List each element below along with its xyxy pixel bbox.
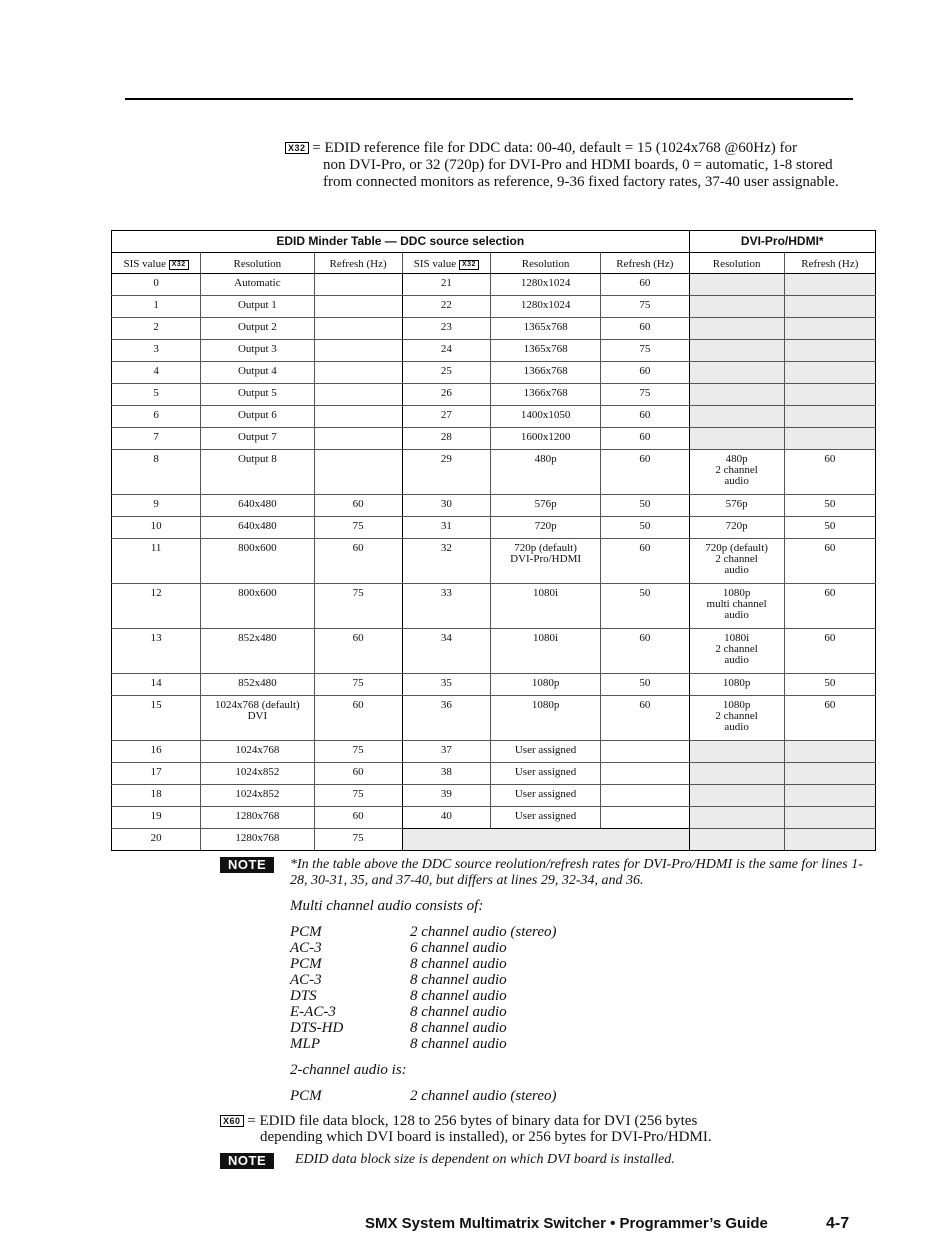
table-row <box>112 406 876 428</box>
table-row <box>112 450 876 495</box>
dvi-resolution-cell: 1080p multi channel audio <box>689 584 784 629</box>
refresh-cell <box>314 340 402 362</box>
resolution-cell: 1600x1200 <box>490 428 600 450</box>
audio-description: 2 channel audio (stereo) <box>410 1088 557 1104</box>
sis-value-cell: 11 <box>112 539 201 584</box>
resolution-cell: 480p <box>490 450 600 495</box>
refresh-cell <box>314 296 402 318</box>
dvi-refresh-cell <box>784 384 875 406</box>
dvi-refresh-cell <box>784 807 875 829</box>
resolution-cell: 852x480 <box>201 674 314 696</box>
sis-value-cell: 34 <box>402 629 490 674</box>
resolution-cell: 1024x852 <box>201 785 314 807</box>
table-row <box>112 318 876 340</box>
resolution-cell: 800x600 <box>201 584 314 629</box>
dvi-refresh-cell: 60 <box>784 584 875 629</box>
resolution-cell: Output 3 <box>201 340 314 362</box>
sis-value-cell: 14 <box>112 674 201 696</box>
dvi-resolution-cell: 1080p 2 channel audio <box>689 696 784 741</box>
refresh-cell: 60 <box>601 318 689 340</box>
x32-definition-lead: = EDID reference file for DDC data: 00-40, default = 15 (1024x768 @60Hz) for <box>312 140 798 156</box>
dvi-resolution-cell: 720p <box>689 517 784 539</box>
list-item <box>290 940 850 956</box>
note-badge: NOTE <box>220 1153 274 1169</box>
sis-value-cell: 33 <box>402 584 490 629</box>
footer-title: SMX System Multimatrix Switcher • Programmer’s Guide <box>365 1215 768 1232</box>
x60-definition-lead: = EDID file data block, 128 to 256 bytes of binary data for DVI (256 bytes <box>247 1113 698 1129</box>
refresh-cell: 75 <box>601 384 689 406</box>
list-item <box>290 1088 850 1104</box>
table-row <box>112 517 876 539</box>
audio-format: MLP <box>290 1036 320 1052</box>
dvi-refresh-cell <box>784 428 875 450</box>
refresh-cell: 75 <box>314 785 402 807</box>
dvi-resolution-cell: 576p <box>689 495 784 517</box>
two-channel-heading: 2-channel audio is: <box>290 1062 407 1078</box>
resolution-cell: 1280x1024 <box>490 274 600 296</box>
x60-variable-tag: X60 <box>220 1115 244 1127</box>
audio-format: DTS-HD <box>290 1020 344 1036</box>
resolution-cell: Output 7 <box>201 428 314 450</box>
refresh-cell: 60 <box>601 406 689 428</box>
audio-format: PCM <box>290 956 322 972</box>
header-rule <box>125 98 853 100</box>
edid-table-body <box>112 274 876 851</box>
resolution-cell: User assigned <box>490 807 600 829</box>
dvi-resolution-cell: 1080p <box>689 674 784 696</box>
refresh-cell: 60 <box>601 539 689 584</box>
note-text: EDID data block size is dependent on which DVI board is installed. <box>295 1152 675 1167</box>
refresh-cell <box>601 785 689 807</box>
col-header-refresh: Refresh (Hz) <box>601 253 689 274</box>
sis-value-cell: 13 <box>112 629 201 674</box>
refresh-cell <box>314 362 402 384</box>
resolution-cell: Output 6 <box>201 406 314 428</box>
sis-value-cell: 17 <box>112 763 201 785</box>
sis-value-cell: 39 <box>402 785 490 807</box>
audio-format: E-AC-3 <box>290 1004 336 1020</box>
sis-value-cell: 18 <box>112 785 201 807</box>
audio-format: DTS <box>290 988 317 1004</box>
resolution-cell: 1365x768 <box>490 318 600 340</box>
sis-value-cell: 6 <box>112 406 201 428</box>
resolution-cell: 1024x768 (default) DVI <box>201 696 314 741</box>
sis-value-cell: 7 <box>112 428 201 450</box>
dvi-refresh-cell <box>784 741 875 763</box>
refresh-cell <box>314 450 402 495</box>
table-row <box>112 785 876 807</box>
sis-value-cell: 9 <box>112 495 201 517</box>
col-header-resolution: Resolution <box>201 253 314 274</box>
dvi-refresh-cell: 60 <box>784 696 875 741</box>
two-channel-list <box>290 1088 850 1104</box>
table-row <box>112 495 876 517</box>
sis-value-cell: 31 <box>402 517 490 539</box>
refresh-cell: 75 <box>314 584 402 629</box>
table-row <box>112 807 876 829</box>
resolution-cell: 1400x1050 <box>490 406 600 428</box>
list-item <box>290 972 850 988</box>
table-group-header-ddc: EDID Minder Table — DDC source selection <box>112 231 690 253</box>
resolution-cell: 1080p <box>490 696 600 741</box>
list-item <box>290 956 850 972</box>
dvi-refresh-cell <box>784 340 875 362</box>
sis-value-cell: 8 <box>112 450 201 495</box>
audio-description: 8 channel audio <box>410 1020 507 1036</box>
table-row <box>112 584 876 629</box>
resolution-cell: 576p <box>490 495 600 517</box>
resolution-cell: 1280x768 <box>201 829 314 851</box>
dvi-resolution-cell <box>689 384 784 406</box>
resolution-cell: 1080i <box>490 629 600 674</box>
sis-value-cell: 37 <box>402 741 490 763</box>
resolution-cell: Output 2 <box>201 318 314 340</box>
sis-value-cell: 36 <box>402 696 490 741</box>
refresh-cell: 60 <box>314 696 402 741</box>
dvi-resolution-cell <box>689 428 784 450</box>
refresh-cell: 60 <box>601 696 689 741</box>
table-row <box>112 428 876 450</box>
resolution-cell: 720p <box>490 517 600 539</box>
refresh-cell <box>314 428 402 450</box>
dvi-resolution-cell: 720p (default) 2 channel audio <box>689 539 784 584</box>
refresh-cell: 50 <box>601 495 689 517</box>
list-item <box>290 1020 850 1036</box>
refresh-cell: 60 <box>601 450 689 495</box>
col-header-dvi-refresh: Refresh (Hz) <box>784 253 875 274</box>
refresh-cell: 50 <box>601 584 689 629</box>
dvi-refresh-cell <box>784 829 875 851</box>
audio-description: 8 channel audio <box>410 1004 507 1020</box>
refresh-cell <box>314 318 402 340</box>
dvi-resolution-cell <box>689 829 784 851</box>
sis-value-cell: 4 <box>112 362 201 384</box>
table-row <box>112 296 876 318</box>
sis-value-cell: 28 <box>402 428 490 450</box>
refresh-cell <box>314 274 402 296</box>
sis-value-cell: 3 <box>112 340 201 362</box>
table-row <box>112 274 876 296</box>
x32-definition-rest: non DVI-Pro, or 32 (720p) for DVI-Pro and HDMI boards, 0 = automatic, 1-8 stored from connected monitors as reference, 9-36 fixed factory rates, 37-40 user assignable. <box>323 157 839 190</box>
resolution-cell: User assigned <box>490 785 600 807</box>
audio-format: PCM <box>290 924 322 940</box>
dvi-refresh-cell: 60 <box>784 629 875 674</box>
dvi-resolution-cell <box>689 741 784 763</box>
sis-value-cell: 29 <box>402 450 490 495</box>
sis-value-cell: 26 <box>402 384 490 406</box>
dvi-resolution-cell <box>689 362 784 384</box>
col-header-sis-value: SIS value X32 <box>402 253 490 274</box>
refresh-cell: 60 <box>601 274 689 296</box>
audio-description: 2 channel audio (stereo) <box>410 924 557 940</box>
audio-format: AC-3 <box>290 940 322 956</box>
table-row <box>112 362 876 384</box>
list-item <box>290 924 850 940</box>
dvi-resolution-cell <box>689 807 784 829</box>
refresh-cell: 60 <box>314 495 402 517</box>
sis-value-cell: 40 <box>402 807 490 829</box>
refresh-cell <box>601 807 689 829</box>
audio-description: 8 channel audio <box>410 1036 507 1052</box>
resolution-cell: Automatic <box>201 274 314 296</box>
resolution-cell: User assigned <box>490 763 600 785</box>
table-row <box>112 384 876 406</box>
resolution-cell: 1280x768 <box>201 807 314 829</box>
table-row <box>112 340 876 362</box>
sis-value-cell: 2 <box>112 318 201 340</box>
refresh-cell: 60 <box>601 362 689 384</box>
dvi-resolution-cell: 480p 2 channel audio <box>689 450 784 495</box>
multi-channel-heading: Multi channel audio consists of: <box>290 898 484 914</box>
sis-value-cell: 21 <box>402 274 490 296</box>
refresh-cell: 50 <box>601 674 689 696</box>
resolution-cell: 800x600 <box>201 539 314 584</box>
dvi-refresh-cell <box>784 274 875 296</box>
dvi-refresh-cell <box>784 296 875 318</box>
table-row <box>112 674 876 696</box>
dvi-resolution-cell <box>689 296 784 318</box>
note-edid-block <box>220 1152 880 1170</box>
dvi-resolution-cell <box>689 318 784 340</box>
resolution-cell: Output 8 <box>201 450 314 495</box>
refresh-cell: 75 <box>314 674 402 696</box>
dvi-refresh-cell: 50 <box>784 517 875 539</box>
dvi-refresh-cell <box>784 362 875 384</box>
dvi-resolution-cell <box>689 785 784 807</box>
x60-definition <box>220 1113 820 1145</box>
resolution-cell: 852x480 <box>201 629 314 674</box>
dvi-resolution-cell <box>689 340 784 362</box>
sis-value-cell: 22 <box>402 296 490 318</box>
resolution-cell: 640x480 <box>201 495 314 517</box>
table-row <box>112 741 876 763</box>
sis-value-cell: 0 <box>112 274 201 296</box>
col-header-resolution: Resolution <box>490 253 600 274</box>
audio-format: PCM <box>290 1088 322 1104</box>
edid-minder-table <box>111 230 876 851</box>
refresh-cell: 50 <box>601 517 689 539</box>
list-item <box>290 1036 850 1052</box>
table-row <box>112 829 876 851</box>
sis-value-cell: 1 <box>112 296 201 318</box>
sis-value-cell: 5 <box>112 384 201 406</box>
resolution-cell: 640x480 <box>201 517 314 539</box>
refresh-cell: 60 <box>314 539 402 584</box>
note-badge: NOTE <box>220 857 274 873</box>
x32-definition <box>285 140 845 191</box>
sis-value-cell: 38 <box>402 763 490 785</box>
sis-value-cell: 20 <box>112 829 201 851</box>
dvi-resolution-cell <box>689 406 784 428</box>
dvi-refresh-cell <box>784 785 875 807</box>
dvi-refresh-cell: 60 <box>784 539 875 584</box>
refresh-cell: 75 <box>601 296 689 318</box>
dvi-resolution-cell: 1080i 2 channel audio <box>689 629 784 674</box>
x32-variable-tag: X32 <box>285 142 309 154</box>
refresh-cell: 60 <box>601 629 689 674</box>
sis-value-cell: 23 <box>402 318 490 340</box>
multi-channel-list <box>290 924 850 1052</box>
sis-value-cell: 24 <box>402 340 490 362</box>
audio-description: 8 channel audio <box>410 956 507 972</box>
sis-value-cell: 10 <box>112 517 201 539</box>
resolution-cell: 1366x768 <box>490 384 600 406</box>
dvi-refresh-cell: 60 <box>784 450 875 495</box>
page-number: 4-7 <box>826 1215 850 1232</box>
dvi-refresh-cell <box>784 406 875 428</box>
refresh-cell: 60 <box>314 763 402 785</box>
dvi-refresh-cell: 50 <box>784 495 875 517</box>
note-text: *In the table above the DDC source reolution/refresh rates for DVI-Pro/HDMI is the same for lines 1-28, 30-31, 35, and 37-40, but differs at lines 29, 32-34, and 36. <box>290 857 863 888</box>
list-item <box>290 1004 850 1020</box>
col-header-dvi-resolution: Resolution <box>689 253 784 274</box>
empty-merged-cell <box>402 829 689 851</box>
refresh-cell <box>601 741 689 763</box>
dvi-refresh-cell: 50 <box>784 674 875 696</box>
refresh-cell <box>314 384 402 406</box>
sis-value-cell: 12 <box>112 584 201 629</box>
sis-value-cell: 30 <box>402 495 490 517</box>
resolution-cell: 1080i <box>490 584 600 629</box>
resolution-cell: 720p (default) DVI-Pro/HDMI <box>490 539 600 584</box>
audio-description: 8 channel audio <box>410 988 507 1004</box>
table-row <box>112 539 876 584</box>
resolution-cell: 1280x1024 <box>490 296 600 318</box>
col-header-refresh: Refresh (Hz) <box>314 253 402 274</box>
refresh-cell: 60 <box>601 428 689 450</box>
list-item <box>290 988 850 1004</box>
resolution-cell: 1024x852 <box>201 763 314 785</box>
dvi-resolution-cell <box>689 274 784 296</box>
audio-description: 6 channel audio <box>410 940 507 956</box>
refresh-cell <box>314 406 402 428</box>
resolution-cell: Output 4 <box>201 362 314 384</box>
refresh-cell: 60 <box>314 629 402 674</box>
audio-description: 8 channel audio <box>410 972 507 988</box>
audio-formats <box>290 898 850 1104</box>
dvi-resolution-cell <box>689 763 784 785</box>
resolution-cell: 1365x768 <box>490 340 600 362</box>
sis-value-cell: 15 <box>112 696 201 741</box>
sis-value-cell: 35 <box>402 674 490 696</box>
x60-definition-rest: depending which DVI board is installed), or 256 bytes for DVI-Pro/HDMI. <box>260 1129 712 1145</box>
resolution-cell: 1080p <box>490 674 600 696</box>
refresh-cell: 75 <box>601 340 689 362</box>
sis-value-cell: 19 <box>112 807 201 829</box>
sis-value-cell: 25 <box>402 362 490 384</box>
refresh-cell: 60 <box>314 807 402 829</box>
resolution-cell: Output 5 <box>201 384 314 406</box>
resolution-cell: 1024x768 <box>201 741 314 763</box>
resolution-cell: Output 1 <box>201 296 314 318</box>
sis-value-cell: 16 <box>112 741 201 763</box>
dvi-refresh-cell <box>784 763 875 785</box>
refresh-cell: 75 <box>314 517 402 539</box>
audio-format: AC-3 <box>290 972 322 988</box>
table-row <box>112 763 876 785</box>
table-row <box>112 629 876 674</box>
dvi-refresh-cell <box>784 318 875 340</box>
table-group-header-dvi-pro: DVI-Pro/HDMI* <box>689 231 876 253</box>
refresh-cell: 75 <box>314 741 402 763</box>
col-header-sis-value: SIS value X32 <box>112 253 201 274</box>
sis-value-cell: 27 <box>402 406 490 428</box>
resolution-cell: User assigned <box>490 741 600 763</box>
refresh-cell <box>601 763 689 785</box>
sis-value-cell: 32 <box>402 539 490 584</box>
table-row <box>112 696 876 741</box>
refresh-cell: 75 <box>314 829 402 851</box>
resolution-cell: 1366x768 <box>490 362 600 384</box>
